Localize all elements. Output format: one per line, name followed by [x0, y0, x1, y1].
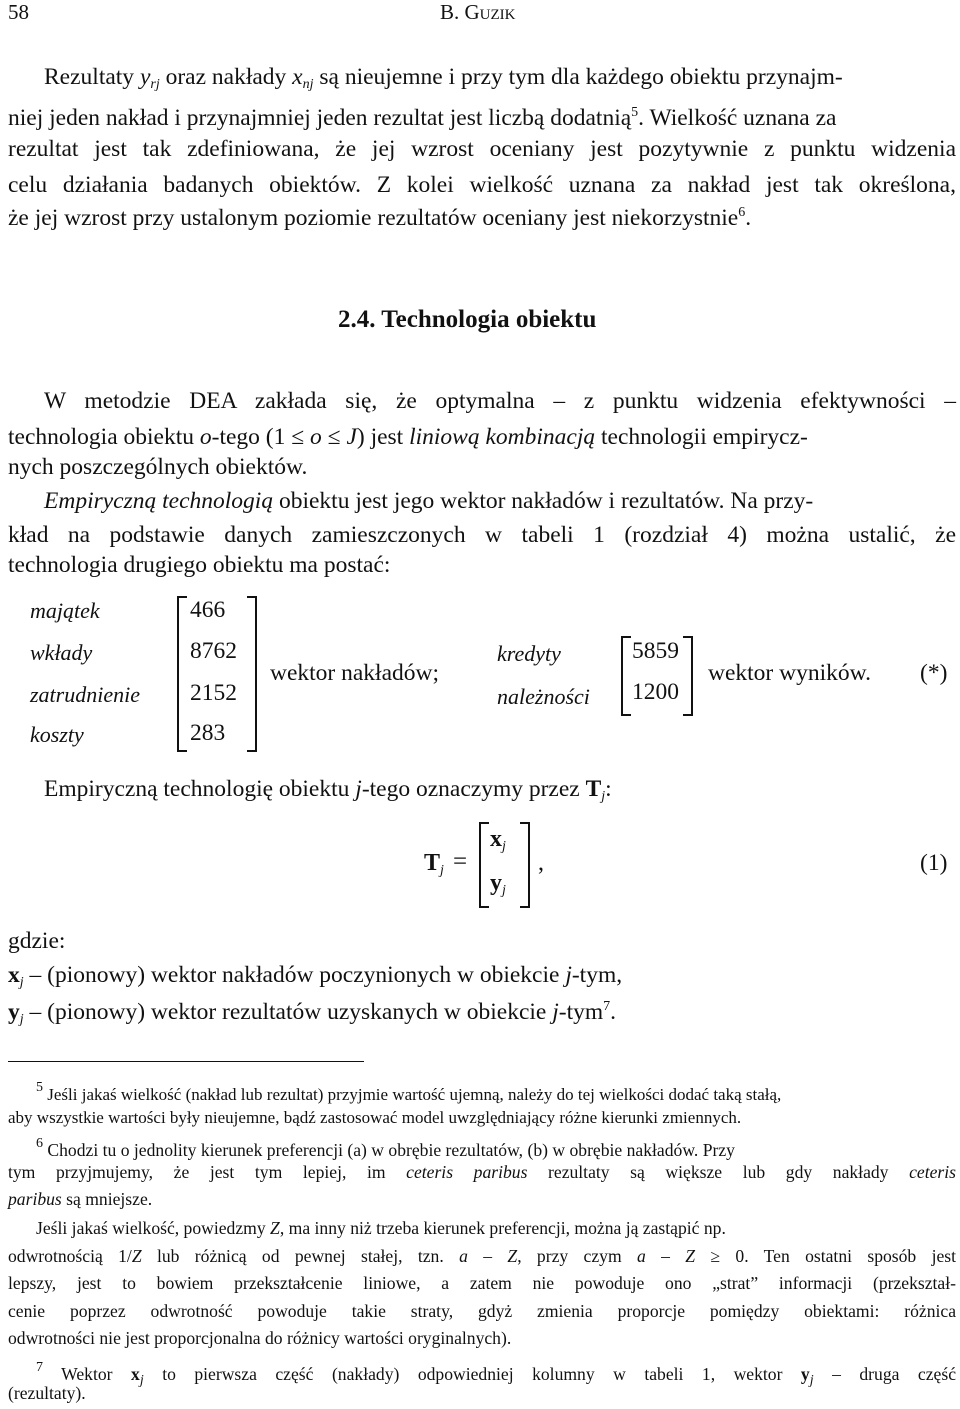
running-head-author: B. Guzik [440, 0, 516, 24]
equation-right-bracket [520, 822, 530, 908]
inputs-left-bracket [177, 596, 187, 752]
footnote-6-line-1: $^6$ Chodzi tu o jednolity kierunek preferencji (a) w obrębie rezultatów, (b) w obrębie nakładów. Przy [36, 1136, 735, 1160]
equation-y-element: $y_j$ [490, 870, 506, 898]
page-number: 58 [8, 0, 29, 24]
section-title: 2.4. Technologia obiektu [338, 306, 597, 333]
input-label-2: zatrudnienie [30, 682, 140, 707]
output-label-1: należności [497, 684, 590, 709]
output-label-0: kredyty [497, 641, 561, 666]
outputs-vector-caption: wektor wyników. [708, 660, 871, 686]
outputs-left-bracket [621, 636, 631, 716]
output-value-0: 5859 [632, 638, 679, 664]
footnote-6-line-7: cenie poprzez odwrotność powoduje takie straty, gdyż zmienia proporcje pomiędzy obiektami: różnica [8, 1301, 956, 1321]
footnote-6-line-8: odwrotności nie jest proporcjonalna do różnicy wartości oryginalnych). [8, 1328, 512, 1348]
input-label-1: wkłady [30, 640, 93, 665]
where-y-definition: $y_j$ – (pionowy) wektor rezultatów uzyskanych w obiekcie j-tym$^7$. [8, 999, 617, 1027]
equation-comma: , [538, 850, 544, 876]
paragraph-1-line-1: Rezultaty $y_{rj}$ oraz nakłady $x_{nj}$ są nieujemne i przy tym dla każdego obiektu przynajm- [44, 64, 843, 92]
equation-equals: = [453, 848, 468, 875]
footnote-ref-6[interactable]: 6 [738, 205, 746, 220]
input-value-0: 466 [190, 597, 226, 623]
input-label-3: koszty [30, 722, 84, 747]
output-value-1: 1200 [632, 679, 679, 705]
footnote-5-line-1: $^5$ Jeśli jakaś wielkość (nakład lub rezultat) przyjmie wartość ujemną, należy do tej wielkości dodać taką stałą, [36, 1080, 782, 1104]
footnote-ref-7[interactable]: 7 [603, 999, 611, 1014]
footnote-5-line-2: aby wszystkie wartości były nieujemne, bądź zastosować model uwzględniający różne kierunki zmiennych. [8, 1108, 742, 1127]
equation-lhs: $T_j$ [424, 850, 444, 878]
paragraph-2-line-1: W metodzie DEA zakłada się, że optymalna – z punktu widzenia efektywności – [44, 388, 956, 414]
footnote-6-line-4: Jeśli jakaś wielkość, powiedzmy Z, ma inny niż trzeba kierunek preferencji, można ją zastąpić np. [36, 1218, 726, 1238]
paragraph-1-line-2: niej jeden nakład i przynajmniej jeden rezultat jest liczbą dodatnią$^5$. Wielkość uznana za [8, 105, 837, 131]
footnote-divider [8, 1061, 364, 1062]
footnote-ref-5[interactable]: 5 [631, 105, 639, 120]
equation-left-bracket [479, 822, 489, 908]
footnote-6-line-2: tym przyjmujemy, że jest tym lepiej, im ceteris paribus rezultaty są większe lub gdy nakłady ceteris [8, 1162, 956, 1182]
paragraph-3-line-1: Empiryczną technologią obiektu jest jego wektor nakładów i rezultatów. Na przy- [44, 488, 814, 514]
where-label: gdzie: [8, 928, 66, 954]
input-value-1: 8762 [190, 638, 237, 664]
paragraph-4: Empiryczną technologię obiektu j-tego oznaczymy przez $T_j$: [44, 776, 612, 804]
outputs-right-bracket [683, 636, 693, 716]
input-value-2: 2152 [190, 680, 237, 706]
equation-marker: (*) [920, 660, 948, 686]
paragraph-2-line-3: nych poszczególnych obiektów. [8, 454, 308, 480]
paragraph-3-line-2: kład na podstawie danych zamieszczonych w tabeli 1 (rozdział 4) można ustalić, że [8, 522, 956, 548]
input-label-0: majątek [30, 598, 100, 623]
footnote-6-line-6: lepszy, jest to bowiem przekształcenie liniowe, a zatem nie powoduje ono „strat” informacji (przekształ- [8, 1273, 956, 1293]
input-value-3: 283 [190, 720, 226, 746]
footnote-7-line-2: (rezultaty). [8, 1383, 86, 1403]
paragraph-1-line-4: celu działania badanych obiektów. Z kolei wielkość uznana za nakład jest tak określona, [8, 172, 956, 198]
paragraph-3-line-3: technologia drugiego obiektu ma postać: [8, 552, 391, 578]
inputs-vector-caption: wektor nakładów; [270, 660, 440, 686]
equation-x-element: $x_j$ [490, 826, 506, 854]
footnote-7-line-1: $^7$ Wektor $x_j$ to pierwsza część (nakłady) odpowiedniej kolumny w tabeli 1, wektor $y_j$ – druga część [36, 1360, 957, 1388]
paragraph-2-line-2: technologia obiektu o-tego (1 ≤ o ≤ J) jest liniową kombinacją technologii empirycz- [8, 424, 808, 450]
inputs-right-bracket [247, 596, 257, 752]
footnote-6-line-3: paribus są mniejsze. [8, 1189, 153, 1209]
equation-number: (1) [920, 850, 948, 876]
where-x-definition: $x_j$ – (pionowy) wektor nakładów poczynionych w obiekcie j-tym, [8, 962, 623, 990]
paragraph-1-line-3: rezultat jest tak zdefiniowana, że jej wzrost oceniany jest pozytywnie z punktu widzenia [8, 136, 956, 162]
paragraph-1-line-5: że jej wzrost przy ustalonym poziomie rezultatów oceniany jest niekorzystnie$^6$. [8, 205, 752, 231]
footnote-6-line-5: odwrotnością 1/Z lub różnicą od pewnej stałej, tzn. a – Z, przy czym a – Z ≥ 0. Ten ostatni sposób jest [8, 1246, 957, 1266]
